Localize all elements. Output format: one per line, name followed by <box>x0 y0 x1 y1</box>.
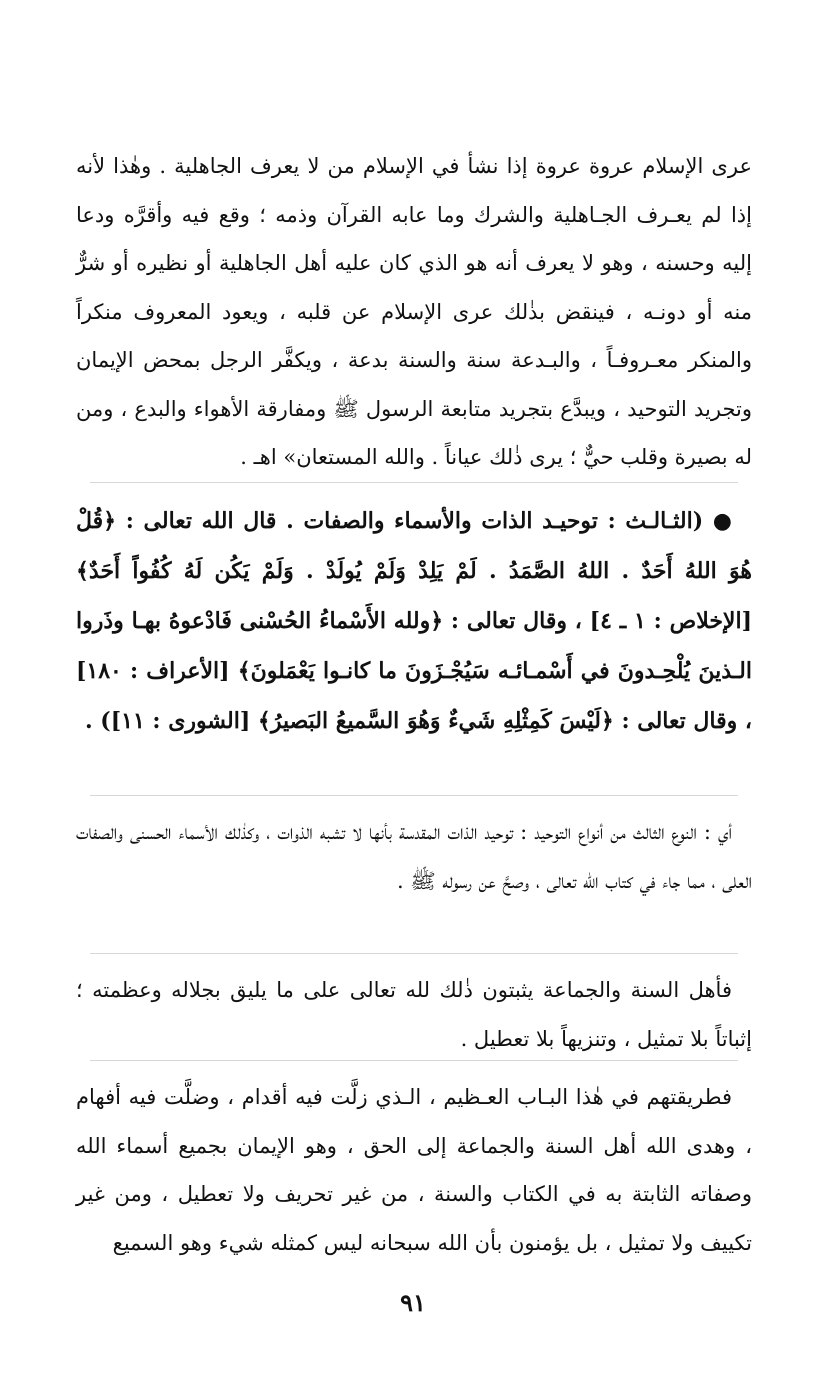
paragraph-separator <box>90 953 738 954</box>
paragraph-separator <box>90 482 738 483</box>
paragraph-third-type-heading: ● (الثـالـث : توحيـد الذات والأسماء والصفات . قال الله تعالى : ﴿قُلْ هُوَ اللهُ أَحَدٌ . اللهُ الصَّمَدُ . لَمْ يَلِدْ وَلَمْ يُولَدْ . وَلَمْ يَكُن لَهُ كُفُواً أَحَدٌ﴾ [الإخلاص : ١ ـ ٤] ، وقال تعالى : ﴿ولله الأَسْماءُ الحُسْنى فَادْعوهُ بهـا وذَروا الـذينَ يُلْحِـدونَ في أَسْمـائـه سَيُجْـزَونَ ما كانـوا يَعْمَلونَ﴾ [الأعراف : ١٨٠] ، وقال تعالى : ﴿لَيْسَ كَمِثْلِهِ شَيءٌ وَهُوَ السَّميعُ البَصيرُ﴾ [الشورى : ١١]) . <box>76 508 752 734</box>
paragraph-explanation: أي : النوع الثالث من أنواع التوحيد : توحيد الذات المقدسة بأنها لا تشبه الذوات ، وكذٰلك الأسماء الحسنى والصفات العلى ، مما جاء في كتاب الله تعالى ، وصحَّ عن رسوله ﷺ . <box>76 820 752 893</box>
paragraph-method: فطريقتهم في هٰذا البـاب العـظيم ، الـذي زلَّت فيه أقدام ، وضلَّت فيه أفهام ، وهدى الله أهل السنة والجماعة إلى الحق ، وهو الإيمان بجميع أسماء الله وصفاته الثابتة به في الكتاب والسنة ، من غير تحريف ولا تعطيل ، ومن غير تكييف ولا تمثيل ، بل يؤمنون بأن الله سبحانه ليس كمثله شيء وهو السميع <box>76 1085 752 1255</box>
paragraph-quote-end: عرى الإسلام عروة عروة إذا نشأ في الإسلام من لا يعرف الجاهلية . وهٰذا لأنه إذا لم يعـرف الجـاهلية والشرك وما عابه القرآن وذمه ؛ وقع فيه وأقرَّه ودعا إليه وحسنه ، وهو لا يعرف أنه هو الذي كان عليه أهل الجاهلية أو نظيره أو شرٌّ منه أو دونـه ، فينقض بذٰلك عرى الإسلام عن قلبه ، ويعود المعروف منكراً والمنكر معـروفـاً ، والبـدعة سنة والسنة بدعة ، ويكفَّر الرجل بمحض الإيمان وتجريد التوحيد ، ويبدَّع بتجريد متابعة الرسول ﷺ ومفارقة الأهواء والبدع ، ومن له بصيرة وقلب حيٌّ ؛ يرى ذٰلك عياناً . والله المستعان» اهـ . <box>76 154 752 469</box>
paragraph-ahl-sunnah: فأهل السنة والجماعة يثبتون ذٰلك لله تعالى على ما يليق بجلاله وعظمته ؛ إثباتاً بلا تمثيل ، وتنزيهاً بلا تعطيل . <box>76 978 752 1051</box>
page-number: ٩١ <box>400 1288 426 1317</box>
paragraph-separator <box>90 795 738 796</box>
paragraph-separator <box>90 1060 738 1061</box>
